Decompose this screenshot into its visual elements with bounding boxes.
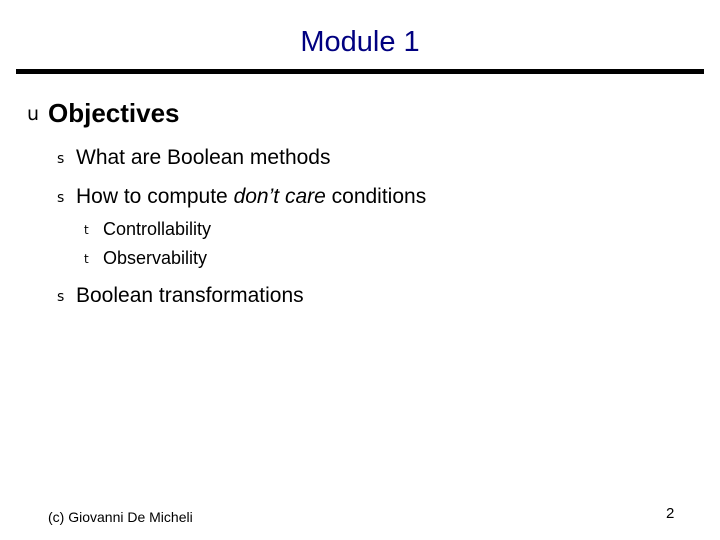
sub-bullet-marker: t — [84, 223, 89, 237]
bullet-item-dont-care — [57, 184, 427, 210]
slide-title: Module 1 — [300, 26, 420, 58]
bullet-text: Boolean transformations — [76, 284, 304, 307]
bullet-item-boolean-transformations — [57, 283, 304, 309]
bullet-text-start: How to compute — [76, 185, 234, 208]
bullet-marker: s — [57, 151, 65, 167]
bullet-marker: s — [57, 289, 65, 305]
objectives-heading-text: Objectives — [48, 98, 180, 128]
sub-bullet-text: Observability — [103, 248, 208, 268]
sub-bullet-observability — [84, 247, 208, 269]
bullet-text-italic: don’t care — [233, 185, 326, 208]
bullet-marker: s — [57, 190, 65, 206]
page-number: 2 — [666, 505, 675, 522]
bullet-text: What are Boolean methods — [76, 146, 331, 169]
bullet-text-end: conditions — [325, 185, 427, 208]
heading-bullet-marker: u — [27, 103, 40, 125]
bullet-item-boolean-methods — [57, 145, 331, 171]
sub-bullet-text: Controllability — [103, 219, 212, 239]
sub-bullet-controllability — [84, 218, 212, 240]
title-divider — [16, 69, 704, 74]
sub-bullet-marker: t — [84, 252, 89, 266]
footer-copyright: (c) Giovanni De Micheli — [48, 509, 193, 525]
objectives-heading — [27, 97, 180, 129]
